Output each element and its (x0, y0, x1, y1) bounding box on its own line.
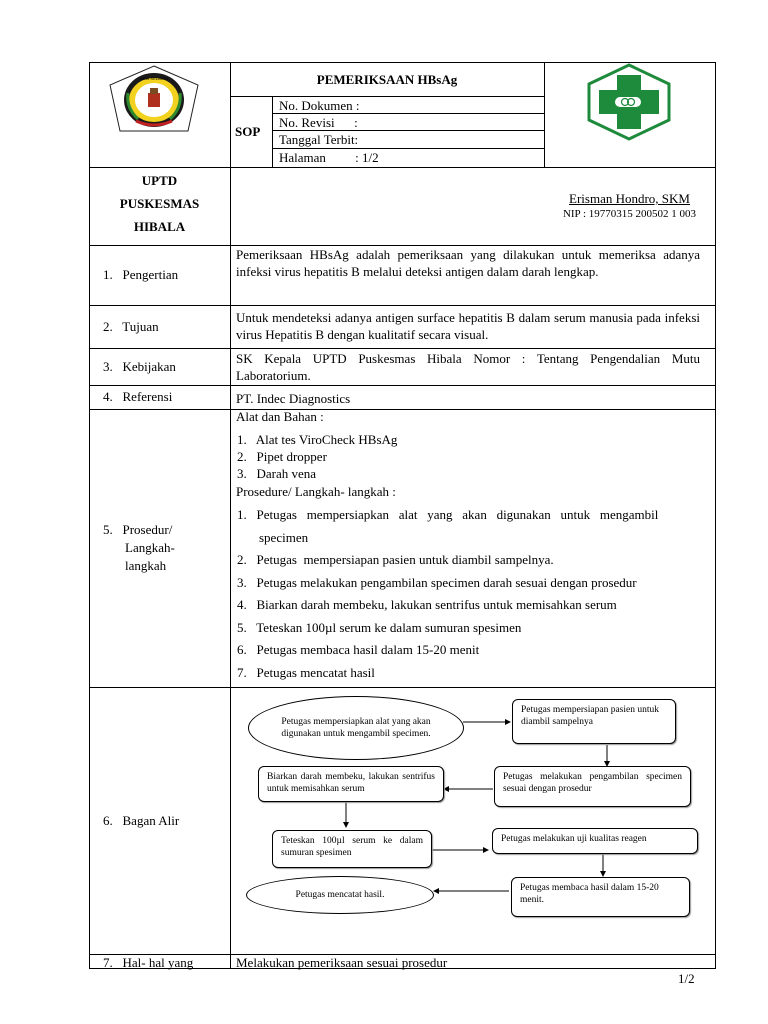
flow-node: Petugas mempersiapan pasien untuk diambil sampelnya (512, 699, 676, 744)
step-item-cont: specimen (259, 530, 309, 545)
step-item: 7. Petugas mencatat hasil (237, 665, 375, 680)
step-item: 6. Petugas membaca hasil dalam 15-20 menit (237, 642, 480, 657)
signer-name: Erisman Hondro, SKM (569, 191, 690, 206)
flow-node-end: Petugas mencatat hasil. (246, 876, 434, 914)
referensi-text: PT. Indec Diagnostics (236, 391, 351, 406)
referensi-label: 4. Referensi (103, 389, 173, 404)
step-item: 1. Petugas mempersiapkan alat yang akan digunakan untuk mengambil (237, 507, 659, 522)
kebijakan-text: SK Kepala UPTD Puskesmas Hibala Nomor : Tentang Pengendalian Mutu Laboratorium. (236, 351, 700, 383)
step-item: 5. Teteskan 100µl serum ke dalam sumuran spesimen (237, 620, 522, 635)
flow-node: Petugas melakukan pengambilan specimen sesuai dengan prosedur (494, 766, 691, 807)
step-item: 2. Petugas mempersiapan pasien untuk diambil sampelnya. (237, 552, 554, 567)
tujuan-text: Untuk mendeteksi adanya antigen surface hepatitis B dalam serum manusia pada infeksi virus Hepatitis B dengan kualitatif secara visual. (236, 310, 700, 342)
org-line-3: HIBALA (133, 219, 186, 234)
hal-text: Melakukan pemeriksaan sesuai prosedur (236, 955, 448, 970)
bagan-label: 6. Bagan Alir (103, 813, 180, 828)
langkah-title: Prosedure/ Langkah- langkah : (236, 484, 396, 499)
org-line-2: PUSKESMAS (119, 196, 200, 211)
sop-label: SOP (235, 124, 261, 139)
page-title: PEMERIKSAAN HBsAg (316, 72, 458, 87)
logo-left-label: NIAS SELATAN (139, 76, 169, 81)
alat-item: 3. Darah vena (237, 466, 317, 481)
puskesmas-logo-icon (585, 63, 673, 141)
hal-label: 7. Hal- hal yang (103, 955, 194, 970)
step-item: 4. Biarkan darah membeku, lakukan sentrifus untuk memisahkan serum (237, 597, 617, 612)
doc-field-nomor: No. Dokumen : (279, 98, 360, 113)
alat-title: Alat dan Bahan : (236, 409, 324, 424)
flow-node-start: Petugas mempersiapkan alat yang akan digunakan untuk mengambil specimen. (248, 696, 464, 760)
flow-node: Teteskan 100µl serum ke dalam sumuran spesimen (272, 830, 432, 868)
flow-node: Petugas membaca hasil dalam 15-20 menit. (511, 877, 690, 917)
flow-node: Petugas melakukan uji kualitas reagen (492, 828, 698, 854)
doc-field-halaman: Halaman : 1/2 (279, 150, 379, 165)
kebijakan-label: 3. Kebijakan (103, 359, 176, 374)
logo-right (585, 63, 673, 141)
prosedur-label-3: langkah (125, 558, 167, 573)
alat-item: 1. Alat tes ViroCheck HBsAg (237, 432, 398, 447)
step-item: 3. Petugas melakukan pengambilan specimen darah sesuai dengan prosedur (237, 575, 637, 590)
tujuan-label: 2. Tujuan (103, 319, 159, 334)
page-number: 1/2 (678, 971, 695, 986)
org-line-1: UPTD (141, 173, 178, 188)
prosedur-label-2: Langkah- (125, 540, 175, 555)
doc-field-tanggal: Tanggal Terbit: (279, 132, 359, 147)
logo-left (106, 63, 202, 135)
alat-item: 2. Pipet dropper (237, 449, 327, 464)
pengertian-label: 1. Pengertian (103, 267, 179, 282)
regency-seal-icon (106, 63, 202, 135)
doc-field-revisi: No. Revisi : (279, 115, 358, 130)
prosedur-label-1: 5. Prosedur/ (103, 522, 173, 537)
flow-node: Biarkan darah membeku, lakukan sentrifus untuk memisahkan serum (258, 766, 444, 802)
pengertian-text: Pemeriksaan HBsAg adalah pemeriksaan yang dilakukan untuk memeriksa adanya infeksi virus hepatitis B melalui deteksi antigen dalam darah lengkap. (236, 247, 700, 279)
signer-nip: NIP : 19770315 200502 1 003 (562, 208, 697, 220)
